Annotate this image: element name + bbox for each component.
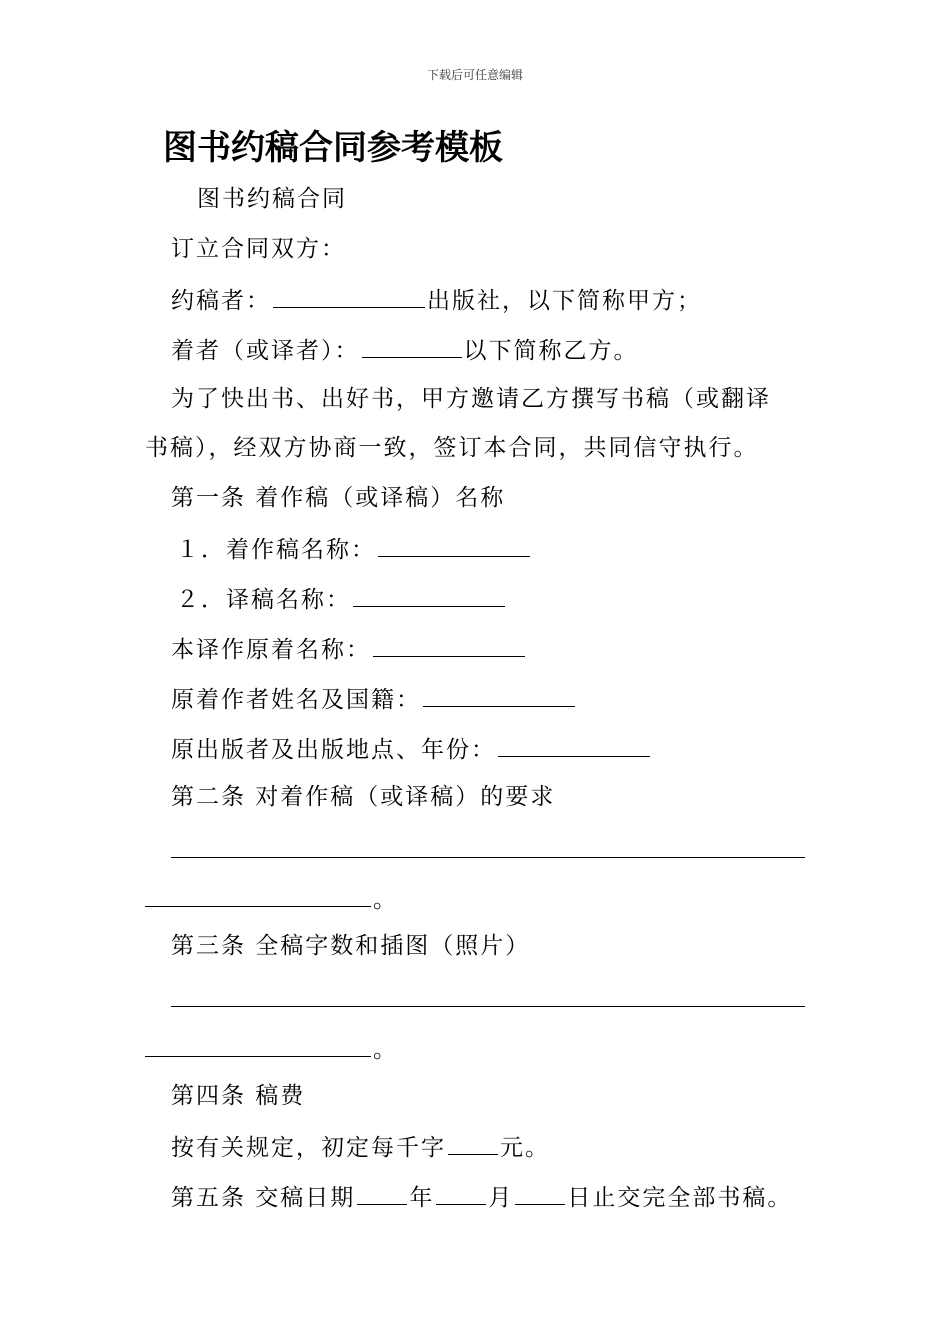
requirements-blank-end: [145, 882, 398, 916]
original-publisher-label: 原出版者及出版地点、年份：: [171, 737, 496, 763]
work-title-line: [176, 532, 532, 566]
author-line: [171, 333, 639, 367]
requirements-blank-tail[interactable]: [145, 882, 371, 907]
original-title-blank[interactable]: [373, 632, 525, 657]
document-title: 图书约稿合同参考模板: [163, 128, 503, 168]
year-label: 年: [409, 1185, 435, 1211]
publisher-label: 约稿者：: [171, 288, 271, 314]
original-title-line: [171, 632, 527, 666]
publisher-line: [171, 283, 702, 317]
intro-line-1: 为了快出书、出好书，甲方邀请乙方撰写书稿（或翻译: [171, 386, 771, 412]
work-title-blank[interactable]: [378, 532, 530, 557]
requirements-period: 。: [373, 887, 398, 913]
author-blank[interactable]: [362, 333, 462, 358]
translation-title-blank[interactable]: [353, 582, 505, 607]
intro-line-2: 书稿），经双方协商一致，签订本合同，共同信守执行。: [145, 435, 759, 461]
day-blank[interactable]: [515, 1180, 565, 1205]
month-label: 月: [488, 1185, 514, 1211]
translation-title-label: ２．译稿名称：: [176, 587, 351, 613]
article-1-heading: 第一条 着作稿（或译稿）名称: [171, 485, 506, 511]
requirements-blank-line[interactable]: [171, 857, 805, 858]
year-blank[interactable]: [357, 1180, 407, 1205]
document-subtitle: 图书约稿合同: [197, 186, 347, 212]
fee-line: [171, 1130, 550, 1164]
fee-blank[interactable]: [448, 1130, 498, 1155]
article-2-heading: 第二条 对着作稿（或译稿）的要求: [171, 784, 556, 810]
original-publisher-blank[interactable]: [498, 732, 650, 757]
original-title-label: 本译作原着名称：: [171, 637, 371, 663]
month-blank[interactable]: [436, 1180, 486, 1205]
publisher-blank[interactable]: [273, 283, 425, 308]
article-5-label: 第五条 交稿日期: [171, 1185, 356, 1211]
article-3-heading: 第三条 全稿字数和插图（照片）: [171, 933, 531, 959]
wordcount-blank-end: [145, 1032, 398, 1066]
publisher-suffix: 出版社，以下简称甲方；: [427, 288, 702, 314]
article-5-line: [171, 1180, 792, 1214]
article-4-heading: 第四条 稿费: [171, 1083, 306, 1109]
work-title-label: １．着作稿名称：: [176, 537, 376, 563]
original-author-line: [171, 682, 577, 716]
wordcount-blank-tail[interactable]: [145, 1032, 371, 1057]
wordcount-blank-line[interactable]: [171, 1006, 805, 1007]
article-5-suffix: 日止交完全部书稿。: [567, 1185, 793, 1211]
translation-title-line: [176, 582, 507, 616]
parties-heading: 订立合同双方：: [171, 236, 346, 262]
author-suffix: 以下简称乙方。: [463, 338, 639, 364]
page-header-note: 下载后可任意编辑: [426, 68, 523, 82]
original-author-blank[interactable]: [423, 682, 575, 707]
fee-label: 按有关规定，初定每千字: [171, 1135, 446, 1161]
original-author-label: 原着作者姓名及国籍：: [171, 687, 421, 713]
original-publisher-line: [171, 732, 652, 766]
wordcount-period: 。: [373, 1037, 398, 1063]
fee-suffix: 元。: [500, 1135, 550, 1161]
author-label: 着者（或译者）：: [171, 338, 360, 364]
